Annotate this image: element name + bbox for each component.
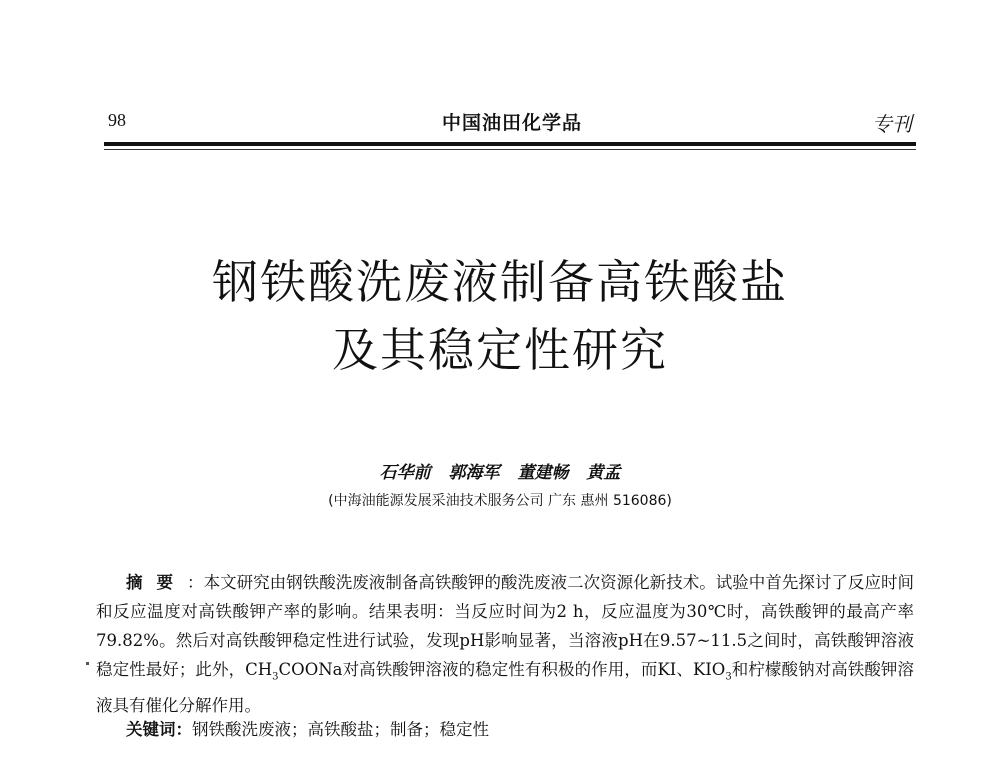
issue-label: 专刊 <box>872 112 912 136</box>
page-number: 98 <box>108 110 126 130</box>
abstract-subscript-2: 3 <box>725 671 732 683</box>
abstract-subscript-1: 3 <box>272 671 279 683</box>
abstract-text-1: ：本文研究由钢铁酸洗废液制备高铁酸钾的酸洗废液二次资源化新技术。试验中首先探讨了反应时间和反应温度对高铁酸钾产率的影响。结果表明：当反应时间为2 h，反应温度为30℃时，高铁酸钾的最高产率79.82%。然后对高铁酸钾稳定性进行试验，发现pH影响显著，当溶液pH在9.57~11.5之间时，高铁酸钾溶液稳定性最好；此外，CH <box>96 573 915 679</box>
keywords <box>126 716 489 740</box>
abstract-text-2: COONa对高铁酸钾溶液的稳定性有积极的作用，而KI、KIO <box>278 660 726 679</box>
header-rule-thick <box>104 142 916 146</box>
running-header <box>108 108 916 134</box>
abstract <box>96 568 914 720</box>
title-line-1: 钢铁酸洗废液制备高铁酸盐 <box>212 255 788 309</box>
journal-name: 中国油田化学品 <box>441 112 582 134</box>
abstract-text-3: 和柠檬酸钠对高铁酸钾溶液具有催化分解作用。 <box>96 660 915 716</box>
scan-speck <box>86 662 89 665</box>
author-list: 石华前 郭海军 董建畅 黄孟 <box>379 463 621 483</box>
keywords-text: 钢铁酸洗废液；高铁酸盐；制备；稳定性 <box>192 720 489 739</box>
abstract-label: 摘要 <box>126 573 188 592</box>
title-line-2: 及其稳定性研究 <box>332 323 668 377</box>
header-rule-thin <box>104 149 916 150</box>
paper-title <box>60 248 940 384</box>
keywords-label: 关键词： <box>126 720 192 739</box>
affiliation: (中海油能源发展采油技术服务公司 广东 惠州 516086) <box>328 493 672 509</box>
